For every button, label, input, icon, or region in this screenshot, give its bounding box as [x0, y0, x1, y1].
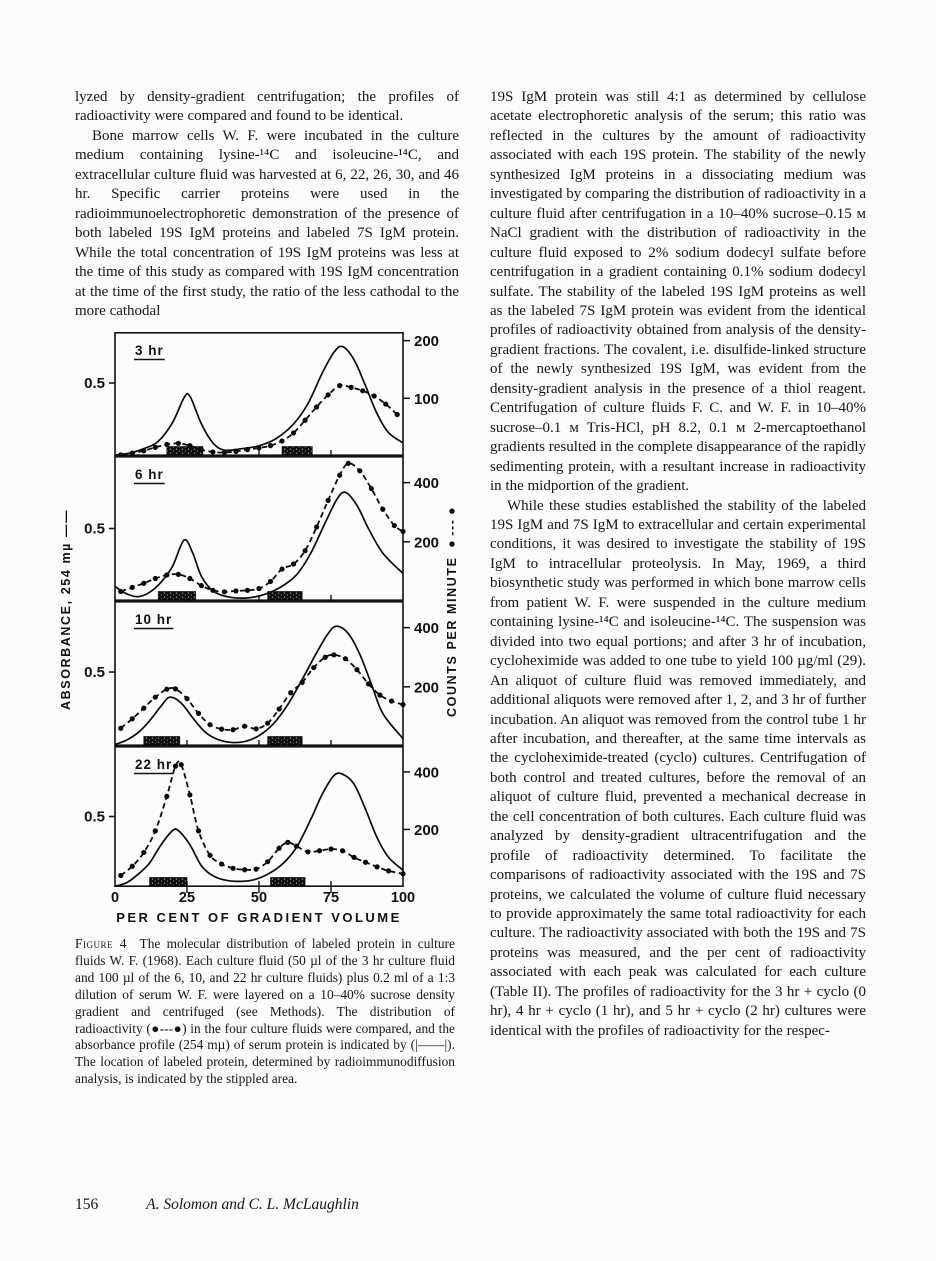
radioactivity-point	[277, 846, 282, 851]
radioactivity-point	[302, 548, 307, 553]
absorbance-curve	[115, 626, 403, 744]
radioactivity-point	[346, 461, 351, 466]
body-paragraph: While these studies established the stability of the labeled 19S IgM and 7S IgM to extracellular and certain experimental conditions, it was desired to investigate the stability of 19S IgM to intracellular proteolysis. In May, 1969, a third biosynthetic study was performed in which bone marrow cells from patient W. F. were suspended in the culture medium containing lysine-¹⁴C and isoleucine-¹⁴C. The suspension was divided into two equal portions; and after 3 hr of incubation, cycloheximide was added to one tube to yield 100 µg/ml (29). An aliquot of culture fluid was removed immediately, and additional aliquots were removed after 1, 2, and 3 hr of further incubation. An aliquot was removed from the control tube 1 hr after incubation, and thereafter, at the same time intervals as the cycloheximide-treated (cyclo) cultures. Centrifugation of both control and treated cultures, before the removal of an aliquot of culture fluid, prevented a mechanical decrease in the cell concentration of both cultures. Each culture fluid was analyzed by density-gradient ultracentrifugation and the profile of radioactivity determined. To facilitate the comparisons of radioactivity associated with the 19S and 7S proteins, we calculated the volume of culture fluid necessary to provide approximately the same total radioactivity for each culture. The radioactivity associated with both the 19S and 7S proteins was measured, and the per cent of radioactivity associated with each peak was calculated for each culture (Table II). The profiles of radioactivity for the 3 hr + cyclo (0 hr), 4 hr + cyclo (1 hr), and 5 hr + cyclo (2 hr) cultures were identical with the profiles of radioactivity for the respec-	[490, 497, 866, 1039]
right-axis-title: COUNTS PER MINUTE ●---●	[445, 502, 459, 717]
left-tick-label: 0.5	[84, 664, 105, 682]
radioactivity-point	[219, 861, 224, 866]
radioactivity-point	[233, 588, 238, 593]
radioactivity-point	[380, 507, 385, 512]
radioactivity-point	[207, 722, 212, 727]
radioactivity-point	[363, 860, 368, 865]
x-axis	[55, 890, 467, 908]
radioactivity-point	[130, 451, 135, 456]
radioactivity-point	[256, 445, 261, 450]
radioactivity-point	[222, 450, 227, 455]
right-tick-label: 100	[414, 390, 440, 408]
radioactivity-point	[187, 443, 192, 448]
chart-panel-6hr	[55, 456, 467, 601]
figure-panels	[55, 332, 467, 887]
x-tick-label: 100	[390, 890, 416, 906]
stippled-area	[271, 878, 306, 886]
radioactivity-point	[184, 696, 189, 701]
radioactivity-point	[366, 681, 371, 686]
radioactivity-point	[340, 848, 345, 853]
body-paragraph: Bone marrow cells W. F. were incubated in the culture medium containing lysine-¹⁴C and isoleucine-¹⁴C, and extracellular culture fluid was harvested at 6, 22, 26, 30, and 46 hr. Specific carrier proteins were used in the radioimmunoelectrophoretic demonstration of the presence of both labeled 19S IgM proteins and labeled 7S IgM protein. While the total concentration of 19S IgM proteins was less at the time of this study as compared with 19S IgM concentration at the time of the first study, the ratio of the less cathodal to the more cathodal	[75, 127, 459, 319]
stippled-area	[150, 878, 187, 886]
radioactivity-point	[317, 848, 322, 853]
radioactivity-point	[118, 873, 123, 878]
right-tick-label: 200	[414, 679, 440, 697]
radioactivity-point	[369, 486, 374, 491]
radioactivity-point	[245, 588, 250, 593]
radioactivity-point	[187, 792, 192, 797]
radioactivity-point	[199, 583, 204, 588]
left-axis-title: ABSORBANCE, 254 mµ ——	[59, 508, 73, 711]
panel-time-label: 3 hr	[135, 343, 164, 358]
right-tick-label: 200	[414, 534, 440, 552]
radioactivity-point	[331, 652, 336, 657]
radioactivity-point	[400, 871, 405, 876]
radioactivity-point	[288, 690, 293, 695]
stippled-area	[144, 737, 180, 745]
radioactivity-point	[305, 849, 310, 854]
radioactivity-point	[328, 846, 333, 851]
radioactivity-point	[210, 588, 215, 593]
radioactivity-point	[256, 586, 261, 591]
radioactivity-point	[242, 724, 247, 729]
radioactivity-point	[326, 498, 331, 503]
panel-time-label: 6 hr	[135, 467, 164, 482]
radioactivity-point	[291, 430, 296, 435]
radioactivity-point	[326, 392, 331, 397]
radioactivity-point	[300, 680, 305, 685]
radioactivity-point	[383, 401, 388, 406]
radioactivity-point	[199, 447, 204, 452]
radioactivity-point	[164, 442, 169, 447]
radioactivity-point	[164, 572, 169, 577]
radioactivity-point	[130, 864, 135, 869]
radioactivity-point	[351, 855, 356, 860]
stippled-area	[268, 737, 303, 745]
radioactivity-point	[294, 844, 299, 849]
radioactivity-curve	[121, 655, 403, 730]
radioactivity-point	[219, 727, 224, 732]
radioactivity-point	[245, 447, 250, 452]
figure-caption-text: The molecular distribution of labeled protein in culture fluids W. F. (1968). Each culture fluid (50 µl of the 3 hr culture fluid and 100 µl of the 6, 10, and 22 hr culture fluids) plus 0.2 ml of a 1:3 dilution of serum W. F. were layered on a 10–40% sucrose density gradient and centrifuged (see Methods). The distribution of radioactivity (●---●) in the four culture fluids were compared, and the absorbance profile (254 mµ) of serum protein is indicated by (|——|). The location of labeled protein, determined by radioimmunodiffusion analysis, is indicated by the stippled area.	[75, 936, 455, 1087]
radioactivity-point	[153, 445, 158, 450]
body-paragraph: 19S IgM protein was still 4:1 as determined by cellulose acetate electrophoretic analysis of the serum; this ratio was reflected in the cultures by the amount of radioactivity associated with each 19S protein. The stability of the newly synthesized IgM proteins in a dissociating medium was investigated by comparing the distribution of radioactivity in a culture fluid after centrifugation in a 10–40% sucrose–0.15 ᴍ NaCl gradient with the distribution of radioactivity in the culture fluid exposed to 2% sodium dodecyl sulfate before centrifugation in a gradient containing 0.1% sodium dodecyl sulfate. The stability of the labeled 19S IgM proteins as well as the labeled 7S IgM protein was evident from the identical profiles of radioactivity obtained from analysis of the density-gradient fractions. The covalent, i.e. disulfide-linked structure of the newly synthesized 19S IgM, was evident from the density-gradient analysis in the presence of a thiol reagent. Centrifugation of culture fluids F. C. and W. F. in 10–40% sucrose–0.1 ᴍ Tris-HCl, pH 8.2, 0.1 ᴍ 2-mercaptoethanol gradients resulted in the complete disappearance of the rapidly sedimenting protein, with a resultant increase in radioactivity in the midportion of the gradient.	[490, 89, 866, 495]
radioactivity-point	[314, 524, 319, 529]
figure-caption	[75, 936, 455, 1088]
x-tick-label: 75	[322, 890, 340, 906]
radioactivity-point	[323, 655, 328, 660]
radioactivity-point	[377, 693, 382, 698]
stippled-area	[158, 592, 195, 600]
radioactivity-point	[141, 448, 146, 453]
left-tick-label: 0.5	[84, 808, 105, 826]
radioactivity-point	[130, 585, 135, 590]
radioactivity-point	[265, 859, 270, 864]
radioactivity-point	[279, 438, 284, 443]
radioactivity-point	[141, 581, 146, 586]
x-axis-title: PER CENT OF GRADIENT VOLUME	[116, 910, 402, 925]
radioactivity-point	[222, 589, 227, 594]
radioactivity-point	[268, 579, 273, 584]
radioactivity-point	[164, 687, 169, 692]
radioactivity-point	[400, 702, 405, 707]
radioactivity-point	[277, 706, 282, 711]
chart-panel-3hr	[55, 332, 467, 456]
radioactivity-point	[141, 706, 146, 711]
radioactivity-point	[392, 523, 397, 528]
left-column	[75, 88, 459, 321]
radioactivity-point	[173, 764, 178, 769]
right-tick-label: 400	[414, 764, 440, 782]
radioactivity-point	[196, 711, 201, 716]
radioactivity-point	[311, 665, 316, 670]
left-tick-label: 0.5	[84, 520, 105, 538]
radioactivity-point	[153, 576, 158, 581]
radioactivity-point	[389, 698, 394, 703]
radioactivity-point	[164, 794, 169, 799]
radioactivity-point	[233, 449, 238, 454]
radioactivity-point	[153, 695, 158, 700]
radioactivity-point	[265, 721, 270, 726]
absorbance-curve	[115, 492, 403, 598]
radioactivity-point	[386, 868, 391, 873]
right-column	[490, 88, 866, 1041]
radioactivity-point	[230, 727, 235, 732]
left-tick-label: 0.5	[84, 375, 105, 393]
radioactivity-point	[291, 561, 296, 566]
radioactivity-point	[337, 383, 342, 388]
stippled-area	[268, 592, 303, 600]
figure-caption-label: Figure 4	[75, 936, 127, 951]
radioactivity-point	[354, 667, 359, 672]
panel-time-label: 22 hr	[135, 757, 173, 772]
right-tick-label: 200	[414, 333, 440, 351]
radioactivity-point	[118, 589, 123, 594]
radioactivity-point	[176, 572, 181, 577]
radioactivity-point	[179, 762, 184, 767]
radioactivity-point	[196, 828, 201, 833]
page-number: 156	[75, 1196, 99, 1213]
absorbance-curve	[115, 346, 403, 455]
stippled-area	[282, 447, 312, 455]
radioactivity-point	[230, 866, 235, 871]
radioactivity-point	[343, 656, 348, 661]
radioactivity-point	[395, 412, 400, 417]
x-tick-label: 0	[110, 890, 120, 906]
absorbance-curve	[115, 773, 403, 886]
radioactivity-point	[173, 686, 178, 691]
radioactivity-point	[374, 864, 379, 869]
page-footer	[75, 1196, 575, 1214]
radioactivity-point	[372, 393, 377, 398]
radioactivity-point	[357, 468, 362, 473]
right-tick-label: 400	[414, 475, 440, 493]
panel-time-label: 10 hr	[135, 612, 173, 627]
radioactivity-point	[187, 576, 192, 581]
radioactivity-point	[268, 443, 273, 448]
radioactivity-point	[279, 566, 284, 571]
radioactivity-curve	[121, 762, 403, 876]
radioactivity-point	[118, 726, 123, 731]
radioactivity-point	[207, 853, 212, 858]
radioactivity-curve	[121, 385, 397, 455]
radioactivity-point	[302, 418, 307, 423]
chart-panel-10hr	[55, 601, 467, 746]
body-paragraph: lyzed by density-gradient centrifugation; the profiles of radioactivity were compared and found to be identical.	[75, 89, 459, 125]
radioactivity-point	[153, 828, 158, 833]
radioactivity-point	[210, 449, 215, 454]
radioactivity-point	[141, 850, 146, 855]
figure-4	[55, 318, 475, 934]
right-tick-label: 400	[414, 620, 440, 638]
running-authors: A. Solomon and C. L. McLaughlin	[146, 1196, 359, 1213]
radioactivity-point	[242, 867, 247, 872]
radioactivity-point	[285, 840, 290, 845]
radioactivity-curve	[121, 463, 403, 591]
x-tick-label: 50	[250, 890, 268, 906]
chart-panel-22hr	[55, 746, 467, 887]
radioactivity-point	[400, 529, 405, 534]
radioactivity-point	[337, 473, 342, 478]
x-tick-label: 25	[178, 890, 196, 906]
radioactivity-point	[349, 385, 354, 390]
radioactivity-point	[254, 726, 259, 731]
radioactivity-point	[314, 404, 319, 409]
radioactivity-point	[130, 716, 135, 721]
radioactivity-point	[360, 388, 365, 393]
radioactivity-point	[254, 867, 259, 872]
right-tick-label: 200	[414, 821, 440, 839]
radioactivity-point	[176, 441, 181, 446]
stippled-area	[167, 447, 203, 455]
